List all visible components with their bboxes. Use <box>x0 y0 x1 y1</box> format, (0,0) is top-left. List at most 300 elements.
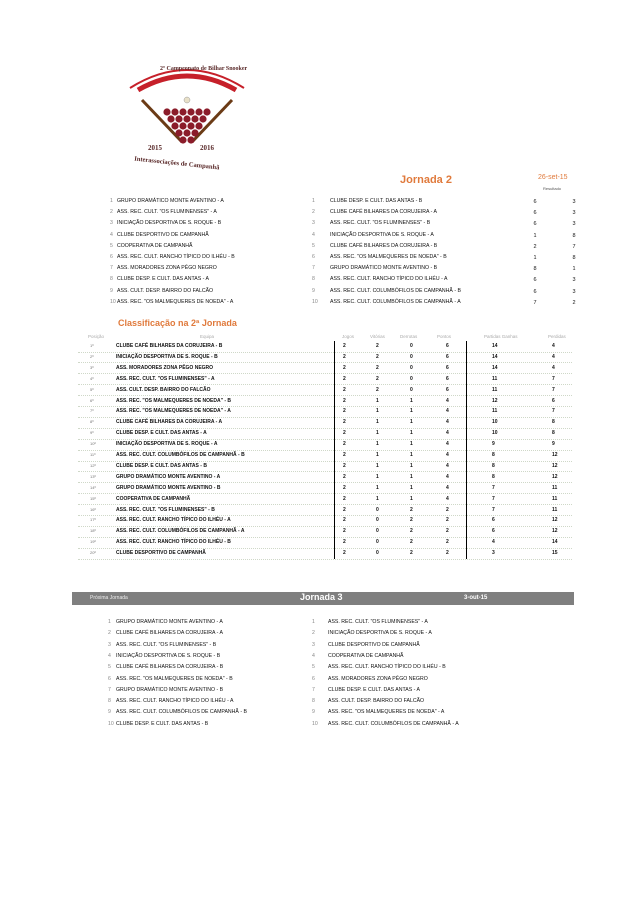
away-score: 2 <box>572 299 576 306</box>
home-score: 1 <box>533 255 537 261</box>
games-cell: 2 <box>343 495 346 502</box>
team-cell: CLUBE DESP. E CULT. DAS ANTAS - B <box>116 462 207 469</box>
logo-year-end: 2016 <box>200 144 214 152</box>
position-cell: 5º <box>90 386 94 392</box>
table-row <box>78 417 572 429</box>
games-cell: 2 <box>343 473 346 480</box>
matches-won-cell: 7 <box>492 506 495 513</box>
games-cell: 2 <box>343 550 346 557</box>
team-cell: ASS. REC. CULT. RANCHO TÍPICO DO ILHÉU - A <box>116 517 231 524</box>
away-team: ASS. REC. CULT. COLUMBÓFILOS DE CAMPANHÃ - A <box>330 298 461 305</box>
losses-cell: 0 <box>410 343 413 349</box>
points-cell: 2 <box>446 539 449 546</box>
classification-title: Classificação na 2ª Jornada <box>118 318 237 328</box>
match-number: 2 <box>110 209 113 216</box>
points-cell: 2 <box>446 550 449 557</box>
away-score: 8 <box>572 232 576 239</box>
matches-won-cell: 6 <box>492 528 495 535</box>
table-row <box>78 406 572 418</box>
home-score: 6 <box>533 210 537 217</box>
games-cell: 2 <box>343 375 346 382</box>
games-cell: 2 <box>343 343 346 349</box>
matches-lost-cell: 7 <box>552 386 555 393</box>
logo-year-start: 2015 <box>148 144 162 152</box>
wins-cell: 1 <box>376 408 379 415</box>
matches-won-cell: 11 <box>492 375 498 382</box>
match-number: 2 <box>108 630 111 637</box>
table-row <box>78 385 572 397</box>
header-losses: Derrotas <box>400 334 418 339</box>
games-cell: 2 <box>343 528 346 535</box>
match-number: 9 <box>110 287 113 294</box>
table-row <box>78 472 572 484</box>
points-cell: 4 <box>446 462 449 469</box>
matches-lost-cell: 8 <box>552 419 555 426</box>
header-games: Jogos <box>342 334 355 339</box>
wins-cell: 0 <box>376 517 379 524</box>
championship-logo <box>112 60 262 175</box>
games-cell: 2 <box>343 419 346 426</box>
match-number: 5 <box>110 242 113 249</box>
team-cell: CLUBE CAFÉ BILHARES DA CORUJEIRA - B <box>116 343 223 349</box>
match-number: 1 <box>110 198 113 204</box>
match-number-away: 2 <box>312 209 315 216</box>
home-score: 2 <box>533 243 537 250</box>
home-score: 1 <box>533 232 537 239</box>
home-team: ASS. REC. "OS MALMEQUERES DE NOEDA" - A <box>117 298 234 305</box>
result-label: Resultado <box>543 186 562 191</box>
home-team: GRUPO DRAMÁTICO MONTE AVENTINO - B <box>116 686 224 693</box>
matches-lost-cell: 12 <box>552 528 558 535</box>
away-score: 1 <box>572 266 576 273</box>
points-cell: 6 <box>446 343 449 349</box>
position-cell: 16º <box>90 506 96 512</box>
games-cell: 2 <box>343 353 346 360</box>
games-cell: 2 <box>343 506 346 513</box>
points-cell: 6 <box>446 364 449 371</box>
away-team: ASS. REC. "OS MALMEQUERES DE NOEDA" - A <box>328 709 445 716</box>
match-number-away: 7 <box>312 686 315 693</box>
points-cell: 2 <box>446 528 449 535</box>
losses-cell: 2 <box>410 517 413 524</box>
matches-won-cell: 8 <box>492 462 495 469</box>
matches-won-cell: 3 <box>492 550 495 557</box>
home-team: ASS. REC. CULT. RANCHO TÍPICO DO ILHÉU - A <box>116 698 234 705</box>
match-number: 4 <box>110 231 113 238</box>
logo-bottom-text: Interassociações de Campanhã <box>133 155 220 172</box>
home-team: ASS. REC. CULT. RANCHO TÍPICO DO ILHÉU - B <box>117 254 235 260</box>
team-cell: CLUBE DESP. E CULT. DAS ANTAS - A <box>116 430 207 437</box>
matches-lost-cell: 4 <box>552 343 555 349</box>
away-team: COOPERATIVA DE CAMPANHÃ <box>328 652 404 659</box>
wins-cell: 2 <box>376 353 379 360</box>
matches-won-cell: 14 <box>492 343 498 349</box>
home-score: 8 <box>533 266 537 273</box>
matches-won-cell: 8 <box>492 452 495 458</box>
header-points: Pontos <box>437 334 452 339</box>
match-number-away: 5 <box>312 242 315 249</box>
games-cell: 2 <box>343 386 346 393</box>
points-cell: 4 <box>446 408 449 415</box>
matches-won-cell: 14 <box>492 364 498 371</box>
wins-cell: 2 <box>376 343 379 349</box>
match-number: 6 <box>110 254 113 260</box>
matches-lost-cell: 9 <box>552 441 555 448</box>
away-team: ASS. REC. CULT. RANCHO TÍPICO DO ILHÉU - A <box>330 276 448 283</box>
match-number-away: 5 <box>312 664 315 671</box>
matches-won-cell: 11 <box>492 386 498 393</box>
wins-cell: 1 <box>376 419 379 426</box>
wins-cell: 1 <box>376 452 379 458</box>
match-number-away: 7 <box>312 265 315 272</box>
games-cell: 2 <box>343 441 346 448</box>
points-cell: 4 <box>446 430 449 437</box>
table-row <box>78 515 572 527</box>
header-matches-won: Partidas Ganhas <box>484 334 518 339</box>
position-cell: 7º <box>90 408 94 414</box>
losses-cell: 0 <box>410 375 413 382</box>
match-number: 3 <box>110 220 113 227</box>
position-cell: 20º <box>90 550 96 556</box>
losses-cell: 1 <box>410 441 413 448</box>
away-team: CLUBE DESP. E CULT. DAS ANTAS - B <box>330 198 423 204</box>
match-number: 8 <box>110 276 113 283</box>
table-row <box>78 505 572 517</box>
home-score: 7 <box>533 299 537 306</box>
home-team: ASS. MORADORES ZONA PÊGO NEGRO <box>117 265 217 272</box>
team-cell: ASS. MORADORES ZONA PÊGO NEGRO <box>116 364 214 371</box>
wins-cell: 0 <box>376 506 379 513</box>
wins-cell: 2 <box>376 375 379 382</box>
match-number-away: 1 <box>312 619 315 625</box>
home-team: CLUBE DESPORTIVO DE CAMPANHÃ <box>117 231 209 238</box>
matches-lost-cell: 12 <box>552 462 558 469</box>
away-team: GRUPO DRAMÁTICO MONTE AVENTINO - B <box>330 265 438 272</box>
header-matches-lost: Perdidas <box>548 334 566 339</box>
next-round-label: Próxima Jornada <box>90 595 128 601</box>
home-team: ASS. REC. CULT. "OS FLUMINENSES" - B <box>116 641 217 648</box>
match-number-away: 6 <box>312 254 315 260</box>
match-number: 10 <box>110 298 116 305</box>
games-cell: 2 <box>343 397 346 404</box>
team-cell: ASS. REC. CULT. COLUMBÓFILOS DE CAMPANHÃ - A <box>116 528 245 535</box>
away-team: INICIAÇÃO DESPORTIVA DE S. ROQUE - A <box>330 231 434 238</box>
match-number: 8 <box>108 698 111 705</box>
match-number-away: 3 <box>312 220 315 227</box>
position-cell: 18º <box>90 528 96 534</box>
table-row <box>78 341 572 353</box>
match-number-away: 2 <box>312 630 315 637</box>
table-row <box>78 483 572 495</box>
matches-lost-cell: 11 <box>552 506 558 513</box>
table-row <box>78 396 572 408</box>
next-round-bar <box>72 592 574 605</box>
match-number: 9 <box>108 709 111 716</box>
matches-won-cell: 9 <box>492 441 495 448</box>
games-cell: 2 <box>343 408 346 415</box>
home-team: CLUBE DESP. E CULT. DAS ANTAS - B <box>116 720 209 727</box>
header-wins: Vitórias <box>370 334 385 339</box>
match-number: 1 <box>108 619 111 625</box>
losses-cell: 1 <box>410 495 413 502</box>
matches-won-cell: 7 <box>492 495 495 502</box>
matches-lost-cell: 8 <box>552 430 555 437</box>
away-team: ASS. REC. CULT. "OS FLUMINENSES" - B <box>330 220 431 227</box>
matches-lost-cell: 11 <box>552 495 558 502</box>
team-cell: INICIAÇÃO DESPORTIVA DE S. ROQUE - B <box>116 353 218 360</box>
games-cell: 2 <box>343 430 346 437</box>
away-team: CLUBE CAFÉ BILHARES DA CORUJEIRA - B <box>330 242 438 249</box>
home-score: 6 <box>533 277 537 284</box>
wins-cell: 0 <box>376 550 379 557</box>
home-team: ASS. REC. "OS MALMEQUERES DE NOEDA" - B <box>116 675 233 682</box>
team-cell: COOPERATIVA DE CAMPANHÃ <box>116 495 191 502</box>
position-cell: 19º <box>90 539 96 545</box>
table-row <box>78 537 572 549</box>
away-team: ASS. REC. CULT. "OS FLUMINENSES" - A <box>328 619 428 625</box>
table-row <box>78 352 572 364</box>
position-cell: 4º <box>90 375 94 381</box>
matches-lost-cell: 7 <box>552 408 555 415</box>
position-cell: 13º <box>90 473 96 479</box>
team-cell: GRUPO DRAMÁTICO MONTE AVENTINO - A <box>116 473 221 480</box>
matches-won-cell: 8 <box>492 473 495 480</box>
matches-won-cell: 12 <box>492 397 498 404</box>
match-number-away: 4 <box>312 231 315 238</box>
wins-cell: 1 <box>376 473 379 480</box>
team-cell: ASS. CULT. DESP. BAIRRO DO FALCÃO <box>116 386 211 393</box>
points-cell: 4 <box>446 452 449 458</box>
losses-cell: 1 <box>410 430 413 437</box>
team-cell: CLUBE CAFÉ BILHARES DA CORUJEIRA - A <box>116 419 223 426</box>
home-team: CLUBE DESP. E CULT. DAS ANTAS - A <box>117 276 209 283</box>
wins-cell: 1 <box>376 397 379 404</box>
team-cell: INICIAÇÃO DESPORTIVA DE S. ROQUE - A <box>116 441 218 448</box>
games-cell: 2 <box>343 462 346 469</box>
match-number: 7 <box>110 265 113 272</box>
points-cell: 4 <box>446 397 449 404</box>
matches-won-cell: 6 <box>492 517 495 524</box>
match-number-away: 8 <box>312 276 315 283</box>
team-cell: ASS. REC. "OS MALMEQUERES DE NOEDA" - B <box>116 397 232 404</box>
position-cell: 3º <box>90 364 94 370</box>
away-team: ASS. REC. CULT. COLUMBÓFILOS DE CAMPANHÃ - A <box>328 720 459 727</box>
position-cell: 12º <box>90 462 96 468</box>
matches-won-cell: 10 <box>492 430 498 437</box>
wins-cell: 1 <box>376 495 379 502</box>
losses-cell: 1 <box>410 419 413 426</box>
jornada3-date: 3-out-15 <box>464 595 488 601</box>
games-cell: 2 <box>343 452 346 458</box>
wins-cell: 1 <box>376 484 379 491</box>
team-cell: ASS. REC. "OS MALMEQUERES DE NOEDA" - A <box>116 408 231 415</box>
matches-won-cell: 14 <box>492 353 498 360</box>
position-cell: 15º <box>90 495 96 501</box>
losses-cell: 1 <box>410 473 413 480</box>
matches-won-cell: 7 <box>492 484 495 491</box>
position-cell: 8º <box>90 419 94 425</box>
away-team: ASS. CULT. DESP. BAIRRO DO FALCÃO <box>328 698 425 705</box>
team-cell: ASS. REC. CULT. "OS FLUMINENSES" - A <box>116 375 215 382</box>
header-team: Equipa <box>200 334 215 339</box>
table-row <box>78 461 572 473</box>
team-cell: ASS. REC. CULT. "OS FLUMINENSES" - B <box>116 506 215 513</box>
jornada3-title: Jornada 3 <box>300 592 343 602</box>
away-team: INICIAÇÃO DESPORTIVA DE S. ROQUE - A <box>328 630 432 637</box>
position-cell: 6º <box>90 397 94 403</box>
away-score: 3 <box>572 288 576 295</box>
match-number: 5 <box>108 664 111 671</box>
home-team: COOPERATIVA DE CAMPANHÃ <box>117 242 193 249</box>
losses-cell: 2 <box>410 539 413 546</box>
matches-lost-cell: 4 <box>552 353 555 360</box>
home-team: INICIAÇÃO DESPORTIVA DE S. ROQUE - B <box>117 220 222 227</box>
match-number-away: 10 <box>312 720 318 727</box>
points-cell: 4 <box>446 473 449 480</box>
games-cell: 2 <box>343 484 346 491</box>
home-score: 6 <box>533 221 537 228</box>
matches-lost-cell: 15 <box>552 550 558 557</box>
match-number: 4 <box>108 652 111 659</box>
away-team: CLUBE DESP. E CULT. DAS ANTAS - A <box>328 686 420 693</box>
team-cell: GRUPO DRAMÁTICO MONTE AVENTINO - B <box>116 484 221 491</box>
home-team: ASS. REC. CULT. "OS FLUMINENSES" - A <box>117 209 217 216</box>
losses-cell: 1 <box>410 408 413 415</box>
points-cell: 2 <box>446 517 449 524</box>
home-team: CLUBE CAFÉ BILHARES DA CORUJEIRA - A <box>116 630 223 637</box>
home-team: INICIAÇÃO DESPORTIVA DE S. ROQUE - B <box>116 652 221 659</box>
table-row <box>78 439 572 451</box>
points-cell: 4 <box>446 419 449 426</box>
matches-lost-cell: 12 <box>552 473 558 480</box>
match-number-away: 9 <box>312 287 315 294</box>
match-number-away: 1 <box>312 198 315 204</box>
table-row <box>78 526 572 538</box>
away-score: 3 <box>572 221 576 228</box>
team-cell: ASS. REC. CULT. RANCHO TÍPICO DO ILHÉU - B <box>116 539 231 546</box>
match-number: 3 <box>108 641 111 648</box>
away-score: 3 <box>572 199 576 205</box>
losses-cell: 0 <box>410 386 413 393</box>
away-team: ASS. MORADORES ZONA PÊGO NEGRO <box>328 675 428 682</box>
table-row <box>78 428 572 440</box>
match-number-away: 4 <box>312 652 315 659</box>
losses-cell: 0 <box>410 364 413 371</box>
match-number-away: 10 <box>312 298 318 305</box>
header-position: Posição <box>88 334 105 339</box>
away-team: ASS. REC. CULT. COLUMBÓFILOS DE CAMPANHÃ - B <box>330 287 461 294</box>
home-team: CLUBE CAFÉ BILHARES DA CORUJEIRA - B <box>116 664 224 671</box>
home-score: 6 <box>533 288 537 295</box>
losses-cell: 2 <box>410 506 413 513</box>
losses-cell: 1 <box>410 462 413 469</box>
games-cell: 2 <box>343 364 346 371</box>
matches-lost-cell: 14 <box>552 539 558 546</box>
points-cell: 6 <box>446 353 449 360</box>
match-number-away: 9 <box>312 709 315 716</box>
losses-cell: 2 <box>410 550 413 557</box>
wins-cell: 1 <box>376 430 379 437</box>
matches-lost-cell: 6 <box>552 397 555 404</box>
match-number-away: 3 <box>312 641 315 648</box>
matches-lost-cell: 7 <box>552 375 555 382</box>
away-score: 3 <box>572 277 576 284</box>
position-cell: 2º <box>90 353 94 359</box>
match-number-away: 8 <box>312 698 315 705</box>
table-row <box>78 494 572 506</box>
away-team: CLUBE DESPORTIVO DE CAMPANHÃ <box>328 641 420 648</box>
points-cell: 2 <box>446 506 449 513</box>
wins-cell: 0 <box>376 528 379 535</box>
home-score: 6 <box>533 199 537 205</box>
position-cell: 10º <box>90 441 96 447</box>
wins-cell: 0 <box>376 539 379 546</box>
away-score: 8 <box>572 255 576 261</box>
losses-cell: 0 <box>410 353 413 360</box>
match-number: 10 <box>108 720 114 727</box>
matches-won-cell: 10 <box>492 419 498 426</box>
points-cell: 4 <box>446 484 449 491</box>
wins-cell: 1 <box>376 462 379 469</box>
losses-cell: 1 <box>410 397 413 404</box>
position-cell: 9º <box>90 430 94 436</box>
matches-lost-cell: 11 <box>552 484 558 491</box>
logo-arc-text: 2º Campeonato de Bilhar Snooker <box>160 66 248 72</box>
matches-won-cell: 11 <box>492 408 498 415</box>
position-cell: 14º <box>90 484 96 490</box>
home-team: GRUPO DRAMÁTICO MONTE AVENTINO - A <box>117 198 224 204</box>
away-team: CLUBE CAFÉ BILHARES DA CORUJEIRA - A <box>330 209 437 216</box>
table-row <box>78 374 572 386</box>
table-row <box>78 548 572 560</box>
match-number: 7 <box>108 686 111 693</box>
wins-cell: 1 <box>376 441 379 448</box>
matches-won-cell: 4 <box>492 539 495 546</box>
table-row <box>78 363 572 375</box>
matches-lost-cell: 12 <box>552 452 558 458</box>
home-team: ASS. REC. CULT. COLUMBÓFILOS DE CAMPANHÃ - B <box>116 709 247 716</box>
losses-cell: 2 <box>410 528 413 535</box>
match-number: 6 <box>108 675 111 682</box>
points-cell: 4 <box>446 495 449 502</box>
match-number-away: 6 <box>312 675 315 682</box>
away-score: 3 <box>572 210 576 217</box>
table-row <box>78 450 572 462</box>
position-cell: 1º <box>90 343 94 348</box>
team-cell: CLUBE DESPORTIVO DE CAMPANHÃ <box>116 550 206 557</box>
games-cell: 2 <box>343 539 346 546</box>
away-team: ASS. REC. "OS MALMEQUERES DE NOEDA" - B <box>330 254 447 260</box>
position-cell: 17º <box>90 517 96 523</box>
losses-cell: 1 <box>410 452 413 458</box>
games-cell: 2 <box>343 517 346 524</box>
points-cell: 4 <box>446 441 449 448</box>
jornada2-title: Jornada 2 <box>400 174 452 186</box>
wins-cell: 2 <box>376 364 379 371</box>
points-cell: 6 <box>446 386 449 393</box>
points-cell: 6 <box>446 375 449 382</box>
away-score: 7 <box>572 243 576 250</box>
home-team: ASS. CULT. DESP. BAIRRO DO FALCÃO <box>117 287 214 294</box>
matches-lost-cell: 12 <box>552 517 558 524</box>
matches-lost-cell: 4 <box>552 364 555 371</box>
position-cell: 11º <box>90 452 96 457</box>
jornada2-date: 26-set-15 <box>538 174 568 181</box>
home-team: GRUPO DRAMÁTICO MONTE AVENTINO - A <box>116 619 223 625</box>
wins-cell: 2 <box>376 386 379 393</box>
team-cell: ASS. REC. CULT. COLUMBÓFILOS DE CAMPANHÃ - B <box>116 452 245 458</box>
losses-cell: 1 <box>410 484 413 491</box>
